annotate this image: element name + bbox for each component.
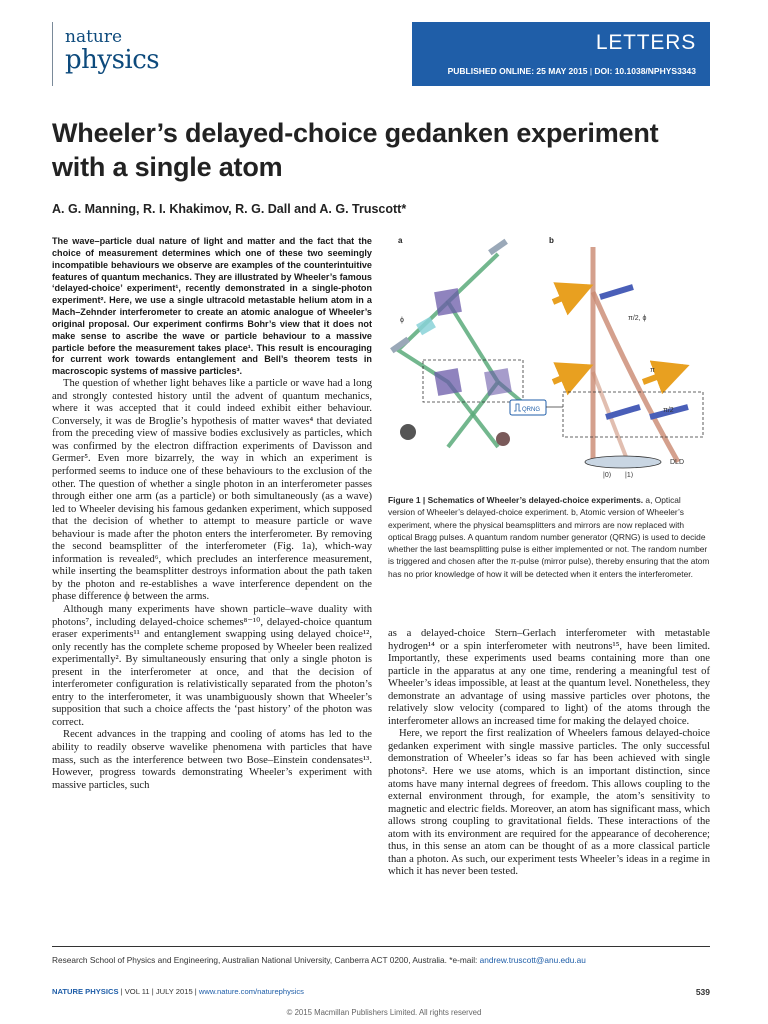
- article-type: LETTERS: [595, 31, 696, 54]
- figure-1: [388, 232, 710, 487]
- footer-journal: NATURE PHYSICS: [52, 987, 119, 996]
- article-title: Wheeler’s delayed-choice gedanken experiment with a single atom: [52, 118, 659, 182]
- pi2-label: π/2: [663, 407, 674, 414]
- pi-label: π: [650, 367, 655, 374]
- body-paragraph: Although many experiments have shown particle–wave duality with photons⁷, including delayed-choice schemes⁸⁻¹⁰, delayed-choice quantum eraser experiments¹¹ and entanglement swapping using delayed choice¹², only recently has the complete scheme proposed by Wheeler been realized experimentally². By simultaneously ensuring that only a single photon is present in the interferometer at once, and that the decision of interferometer configuration is relativistically separated from the photon’s entry to the interferometer, it was unambiguously shown that Wheeler’s supposition that such a choice affects the ‘past history’ of the photon was correct.: [52, 603, 372, 728]
- figure-caption: [388, 494, 710, 580]
- published-date: PUBLISHED ONLINE: 25 MAY 2015: [447, 66, 588, 76]
- page-number: 539: [695, 987, 710, 997]
- ket-zero: |0⟩: [603, 472, 612, 479]
- figure-schematic: [388, 232, 710, 487]
- panel-b-diagram: [553, 247, 703, 479]
- phi-label: ϕ: [400, 317, 404, 324]
- publication-info: [448, 66, 696, 76]
- journal-logo: [52, 22, 180, 86]
- footer-rule: [52, 946, 710, 947]
- dld-label: DLD: [670, 459, 685, 466]
- footer-bar: [52, 987, 710, 996]
- body-paragraph: Recent advances in the trapping and cooling of atoms has led to the ability to readily observe wavelike phenomena with particles that have mass, such as the interference between two Bose–Einstein condensates¹³. However, progress towards demonstrating Wheeler’s experiment with massive particles, such: [52, 729, 372, 791]
- panel-a-diagram: [390, 239, 563, 447]
- abstract: The wave–particle dual nature of light and matter and the fact that the choice of measurement determines which one of these two seemingly incompatible behaviours we observe are examples of the counterintuitive features of quantum mechanics. They are illustrated by Wheeler’s famous ‘delayed-choice’ experiment¹, recently demonstrated in a single-photon experiment². Here, we use a single ultracold metastable helium atom in a Mach–Zehnder interferometer to create an atomic analogue of Wheeler’s original proposal. Our experiment confirms Bohr’s view that it does not make sense to ascribe the wave or particle behaviour to a massive particle before the measurement takes place¹. This result is encouraging for current work towards entanglement and Bell’s theorem tests in macroscopic systems of massive particles³.: [52, 236, 372, 377]
- caption-text: a, Optical version of Wheeler’s delayed-choice experiment. b, Atomic version of Wheeler’s experiment, where the physical beamsplitters and mirrors are now replaced with optical Bragg pulses. A quantum random number generator (QRNG) is used to decide whether the last beamsplitting pulse is either implemented or not. The random number is triggered and chosen after the π-pulse (mirror pulse), thereby ensuring that the atom has no prior knowledge of how it will be detected when it enters the interferometer.: [388, 495, 710, 579]
- panel-label-b: b: [549, 236, 554, 245]
- caption-heading: Figure 1 | Schematics of Wheeler’s delayed-choice experiments.: [388, 495, 644, 505]
- logo-nature: nature: [65, 27, 123, 47]
- copyright: © 2015 Macmillan Publishers Limited. All rights reserved: [286, 1008, 482, 1017]
- logo-physics: physics: [65, 45, 160, 75]
- footer-url[interactable]: www.nature.com/naturephysics: [198, 987, 304, 996]
- affiliation: [52, 955, 712, 965]
- ket-one: |1⟩: [625, 472, 634, 479]
- doi: DOI: 10.1038/NPHYS3343: [594, 66, 696, 76]
- pi2-phi-label: π/2, ϕ: [628, 315, 647, 322]
- separator: |: [589, 66, 593, 76]
- right-column: [388, 628, 710, 879]
- body-paragraph: The question of whether light behaves like a particle or wave had a long and strongly contested history until the advent of quantum mechanics, where it was accepted that it could indeed exhibit either behaviour. Conversely, it was de Broglie’s hypothesis of matter waves⁴ that deviated from the preceding view of massive bodies exclusively as particles, which was confirmed by the electron diffraction experiments of Davisson and Germer⁵. Even more bizarrely, the way in which an experiment is performed seems to induce one of these behaviours to the exclusion of the other. The question of whether a single photon in an interferometer passes through either one arm (as a particle) or both simultaneously (as a wave) led to Wheeler devising his famous gedanken experiment, which supposed that the decision of whether to attempt to measure particle or wave behaviour is made after the photon enters the interferometer. By removing the second beamsplitter of the interferometer (Fig. 1a), which-way information is revealed⁶, which precludes an interference measurement, while inserting the beamsplitter destroys information about the path taken by the photon and re-establishes a wave interference dependent on the phase difference ϕ between the arms.: [52, 378, 372, 603]
- footer-issue: | VOL 11 | JULY 2015 |: [118, 987, 199, 996]
- body-paragraph: Here, we report the first realization of Wheelers famous delayed-choice gedanken experiment with single massive particles. The only successful demonstration of Wheeler’s ideas so far has been achieved with single photons². Here we use atoms, which is an important distinction, since atoms have many internal degrees of freedom. This allows coupling to the external environment through, for example, the atom’s sensitivity to magnetic and electric fields. Moreover, an atom has significant mass, which allows strong coupling to gravitational fields. These interactions of the atom with its environment are required for the appearance of decoherence; thus, in this sense an atom can be thought of as a more classical particle than a photon. As such, our experiment tests Wheeler’s ideas in a regime in which it has never been tested.: [388, 728, 710, 878]
- left-column: [52, 236, 372, 792]
- panel-label-a: a: [398, 236, 403, 245]
- body-paragraph: as a delayed-choice Stern–Gerlach interferometer with metastable hydrogen¹⁴ or a spin interferometer with neutrons¹⁵, have been limited. Importantly, these experiments used beams containing more than one particle in the apparatus at any one time, rendering a meaningful test of Wheeler’s ideas impossible, at least at the quantum level. Nonetheless, they demonstrate an advantage of using massive particles over photons, the relatively slow velocity (compared to light) of the atoms through the interferometer allows an increased time for making the delayed choice.: [388, 628, 710, 727]
- qrng-label: QRNG: [522, 407, 540, 413]
- author-list: A. G. Manning, R. I. Khakimov, R. G. Dall and A. G. Truscott*: [52, 202, 407, 216]
- email-link[interactable]: andrew.truscott@anu.edu.au: [479, 955, 586, 965]
- affiliation-text: Research School of Physics and Engineering, Australian National University, Canberra ACT 0200, Australia. *e-mail:: [52, 955, 480, 965]
- letters-banner: [412, 22, 710, 86]
